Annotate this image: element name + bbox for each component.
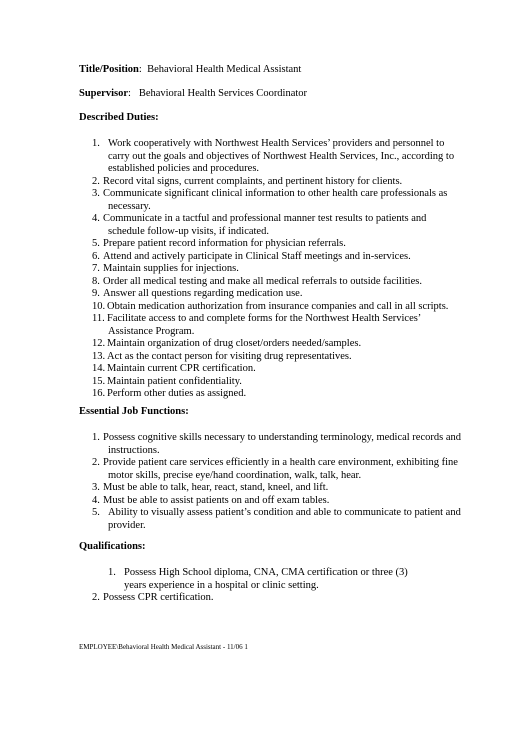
list-item-number: 1.	[92, 432, 100, 443]
list-item-number: 13.	[92, 350, 106, 362]
list-item-text: Facilitate access to and complete forms for the Northwest Health Services’ Assistance Program.	[107, 313, 421, 337]
list-item-text: Attend and actively participate in Clinical Staff meetings and in-services.	[103, 250, 411, 262]
list-item	[92, 363, 462, 376]
list-item-text: Perform other duties as assigned.	[107, 388, 247, 399]
list-item-text: Ability to visually assess patient’s condition and able to communicate to patient and provider.	[108, 507, 461, 531]
list-item	[92, 313, 462, 338]
list-item	[108, 567, 428, 592]
list-item	[92, 482, 462, 495]
list-item-number: 4.	[92, 213, 100, 224]
list-item	[92, 495, 462, 508]
list-item-text: Communicate significant clinical information to other health care professionals as necessary.	[103, 188, 448, 212]
list-item-text: Record vital signs, current complaints, and pertinent history for clients.	[103, 175, 403, 187]
list-item-number: 2.	[92, 457, 100, 468]
described-duties-heading: Described Duties:	[79, 112, 159, 123]
list-item-text: Work cooperatively with Northwest Health Services’ providers and personnel to carry out the goals and objectives of Northwest Health Services, Inc., according to established policies and procedures.	[108, 138, 455, 174]
list-item-number: 2.	[92, 592, 100, 603]
list-item-number: 3.	[92, 188, 100, 199]
list-item-number: 1.	[108, 567, 116, 578]
list-item-text: Order all medical testing and make all medical referrals to outside facilities.	[103, 275, 422, 287]
list-item-text: Obtain medication authorization from insurance companies and call in all scripts.	[107, 300, 449, 312]
list-item	[92, 176, 462, 189]
list-item-number: 16.	[92, 388, 106, 399]
list-item-text: Must be able to assist patients on and off exam tables.	[103, 494, 330, 506]
list-item-text: Must be able to talk, hear, react, stand, kneel, and lift.	[103, 482, 329, 493]
list-item	[92, 238, 462, 251]
list-item-number: 15.	[92, 375, 106, 387]
title-position-value: Behavioral Health Medical Assistant	[147, 64, 302, 75]
list-item	[92, 388, 462, 401]
list-item-text: Maintain supplies for injections.	[103, 263, 239, 274]
list-item	[92, 276, 462, 289]
list-item	[92, 592, 428, 605]
list-item-text: Prepare patient record information for physician referrals.	[103, 238, 346, 249]
list-item-text: Answer all questions regarding medication use.	[103, 288, 303, 299]
list-item-number: 7.	[92, 263, 100, 274]
list-item-text: Maintain organization of drug closet/orders needed/samples.	[107, 338, 362, 349]
list-item-text: Communicate in a tactful and professional manner test results to patients and schedule follow-up visits, if indicated.	[103, 213, 427, 237]
qualifications-list	[92, 567, 428, 605]
list-item-number: 5.	[92, 507, 100, 518]
described-duties-list	[92, 138, 462, 401]
list-item	[92, 138, 462, 176]
qualifications-heading: Qualifications:	[79, 541, 146, 552]
list-item-number: 5.	[92, 238, 100, 249]
supervisor-line: Supervisor: Behavioral Health Services Coordinator	[79, 88, 308, 99]
list-item-number: 12.	[92, 338, 106, 349]
list-item	[92, 263, 462, 276]
list-item-text: Possess cognitive skills necessary to understanding terminology, medical records and instructions.	[103, 432, 461, 456]
essential-functions-heading: Essential Job Functions:	[79, 406, 189, 417]
footer-text: EMPLOYEE\Behavioral Health Medical Assistant - 11/06 1	[79, 643, 248, 651]
list-item-number: 9.	[92, 288, 100, 299]
list-item-text: Maintain current CPR certification.	[107, 363, 256, 374]
list-item-number: 1.	[92, 138, 100, 149]
title-position-line: Title/Position: Behavioral Health Medical Assistant	[79, 64, 302, 75]
list-item	[92, 251, 462, 264]
list-item-number: 4.	[92, 494, 100, 506]
list-item-number: 8.	[92, 275, 100, 287]
list-item	[92, 507, 462, 532]
supervisor-value: Behavioral Health Services Coordinator	[138, 88, 308, 99]
list-item-text: Possess High School diploma, CNA, CMA certification or three (3) years experience in a hospital or clinic setting.	[124, 567, 408, 591]
list-item	[92, 301, 462, 314]
list-item-number: 14.	[92, 363, 106, 374]
list-item-number: 2.	[92, 175, 100, 187]
list-item	[92, 376, 462, 389]
list-item	[92, 432, 462, 457]
essential-functions-list	[92, 432, 462, 532]
list-item-text: Provide patient care services efficiently in a health care environment, exhibiting fine motor skills, precise eye/hand coordination, walk, talk, hear.	[103, 457, 458, 481]
list-item-number: 11.	[92, 313, 105, 324]
list-item	[92, 457, 462, 482]
list-item	[92, 351, 462, 364]
list-item-number: 10.	[92, 300, 106, 312]
list-item	[92, 338, 462, 351]
list-item-text: Possess CPR certification.	[103, 592, 214, 603]
list-item	[92, 188, 462, 213]
list-item-text: Maintain patient confidentiality.	[107, 375, 242, 387]
list-item	[92, 288, 462, 301]
supervisor-label: Supervisor	[79, 88, 129, 99]
list-item-number: 3.	[92, 482, 100, 493]
list-item-number: 6.	[92, 250, 100, 262]
list-item	[92, 213, 462, 238]
list-item-text: Act as the contact person for visiting drug representatives.	[107, 350, 352, 362]
title-position-label: Title/Position	[79, 64, 139, 75]
